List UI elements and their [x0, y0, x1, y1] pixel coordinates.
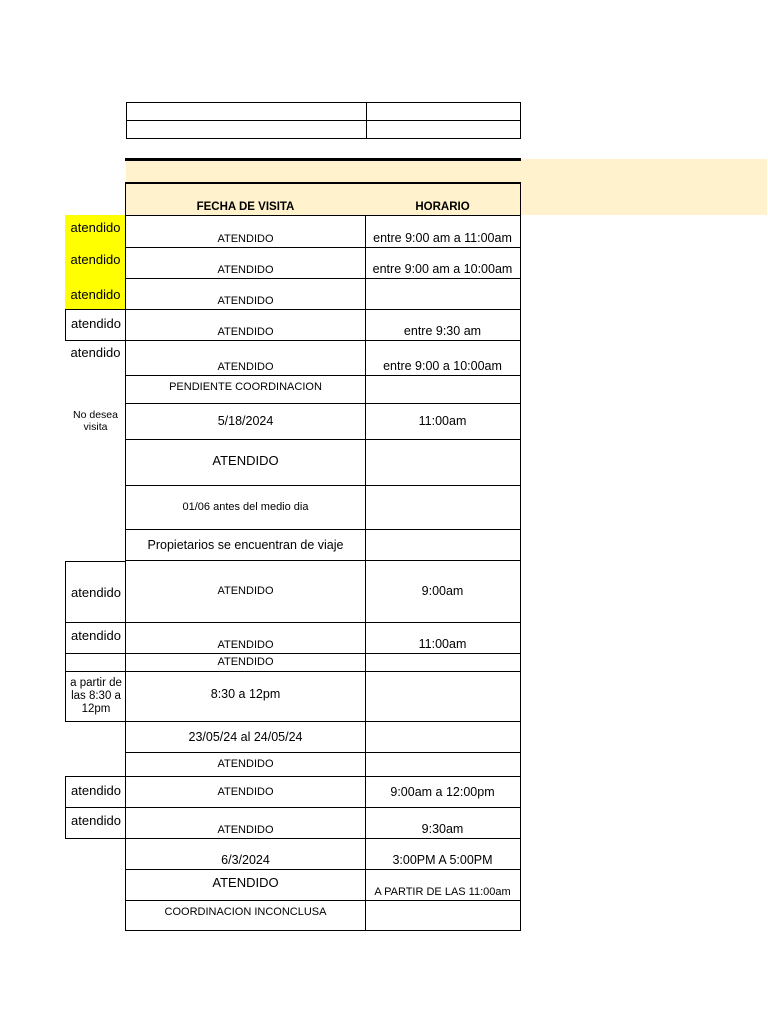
- fecha-cell: ATENDIDO: [125, 752, 366, 777]
- fecha-cell: ATENDIDO: [125, 653, 366, 672]
- horario-cell: 11:00am: [365, 403, 521, 440]
- fecha-cell: 01/06 antes del medio dia: [125, 485, 366, 530]
- status-cell: atendido: [70, 345, 121, 360]
- fecha-cell: COORDINACION INCONCLUSA: [125, 900, 366, 931]
- fecha-cell: 5/18/2024: [125, 403, 366, 440]
- fecha-cell: 8:30 a 12pm: [125, 671, 366, 722]
- horario-cell: 9:00am a 12:00pm: [365, 776, 521, 808]
- header-extension: [521, 183, 767, 215]
- fecha-cell: ATENDIDO: [125, 215, 366, 248]
- header-horario: HORARIO: [365, 184, 521, 216]
- fecha-cell: ATENDIDO: [125, 869, 366, 901]
- fecha-cell: ATENDIDO: [125, 340, 366, 376]
- status-cell: atendido: [65, 309, 126, 341]
- fecha-cell: ATENDIDO: [125, 807, 366, 839]
- horario-cell: entre 9:00 am a 10:00am: [365, 247, 521, 279]
- horario-cell: [365, 375, 521, 404]
- status-cell: atendido: [65, 807, 126, 839]
- status-cell: atendido: [65, 247, 126, 279]
- status-cell: atendido: [65, 215, 126, 247]
- status-cell: No desea visita: [73, 409, 118, 433]
- status-cell: a partir de las 8:30 a 12pm: [65, 671, 126, 722]
- fecha-cell: PENDIENTE COORDINACION: [125, 375, 366, 404]
- fecha-cell: ATENDIDO: [125, 247, 366, 279]
- fecha-cell: ATENDIDO: [125, 560, 366, 623]
- horario-cell: 9:30am: [365, 807, 521, 839]
- horario-cell: [365, 529, 521, 561]
- horario-cell: [365, 278, 521, 310]
- horario-cell: [365, 485, 521, 530]
- horario-cell: 3:00PM A 5:00PM: [365, 838, 521, 870]
- fecha-cell: ATENDIDO: [125, 439, 366, 486]
- fecha-cell: 6/3/2024: [125, 838, 366, 870]
- status-cell: atendido: [65, 278, 126, 310]
- status-cell: atendido: [65, 776, 126, 808]
- horario-cell: 11:00am: [365, 622, 521, 654]
- horario-cell: [365, 900, 521, 931]
- banner-row: [126, 159, 767, 183]
- fecha-cell: Propietarios se encuentran de viaje: [125, 529, 366, 561]
- status-cell: atendido: [65, 622, 126, 654]
- horario-cell: [365, 439, 521, 486]
- fecha-cell: ATENDIDO: [125, 278, 366, 310]
- horario-cell: [365, 752, 521, 777]
- fecha-cell: ATENDIDO: [125, 776, 366, 808]
- header-fecha-de-visita: FECHA DE VISITA: [125, 184, 366, 216]
- horario-cell: entre 9:00 am a 11:00am: [365, 215, 521, 248]
- horario-cell: entre 9:30 am: [365, 309, 521, 341]
- fecha-cell: ATENDIDO: [125, 622, 366, 654]
- horario-cell: [365, 671, 521, 722]
- top-table-col-divider: [366, 103, 367, 138]
- status-cell: [65, 653, 126, 672]
- banner-top-border: [125, 158, 521, 161]
- horario-cell: A PARTIR DE LAS 11:00am: [365, 869, 521, 901]
- status-cell: atendido: [65, 561, 126, 623]
- fecha-cell: ATENDIDO: [125, 309, 366, 341]
- horario-cell: [365, 653, 521, 672]
- status-cell: [65, 375, 126, 403]
- fecha-cell: 23/05/24 al 24/05/24: [125, 721, 366, 753]
- horario-cell: [365, 721, 521, 753]
- top-table: [126, 102, 521, 139]
- horario-cell: 9:00am: [365, 560, 521, 623]
- horario-cell: entre 9:00 a 10:00am: [365, 340, 521, 376]
- top-table-row-1: [127, 103, 520, 121]
